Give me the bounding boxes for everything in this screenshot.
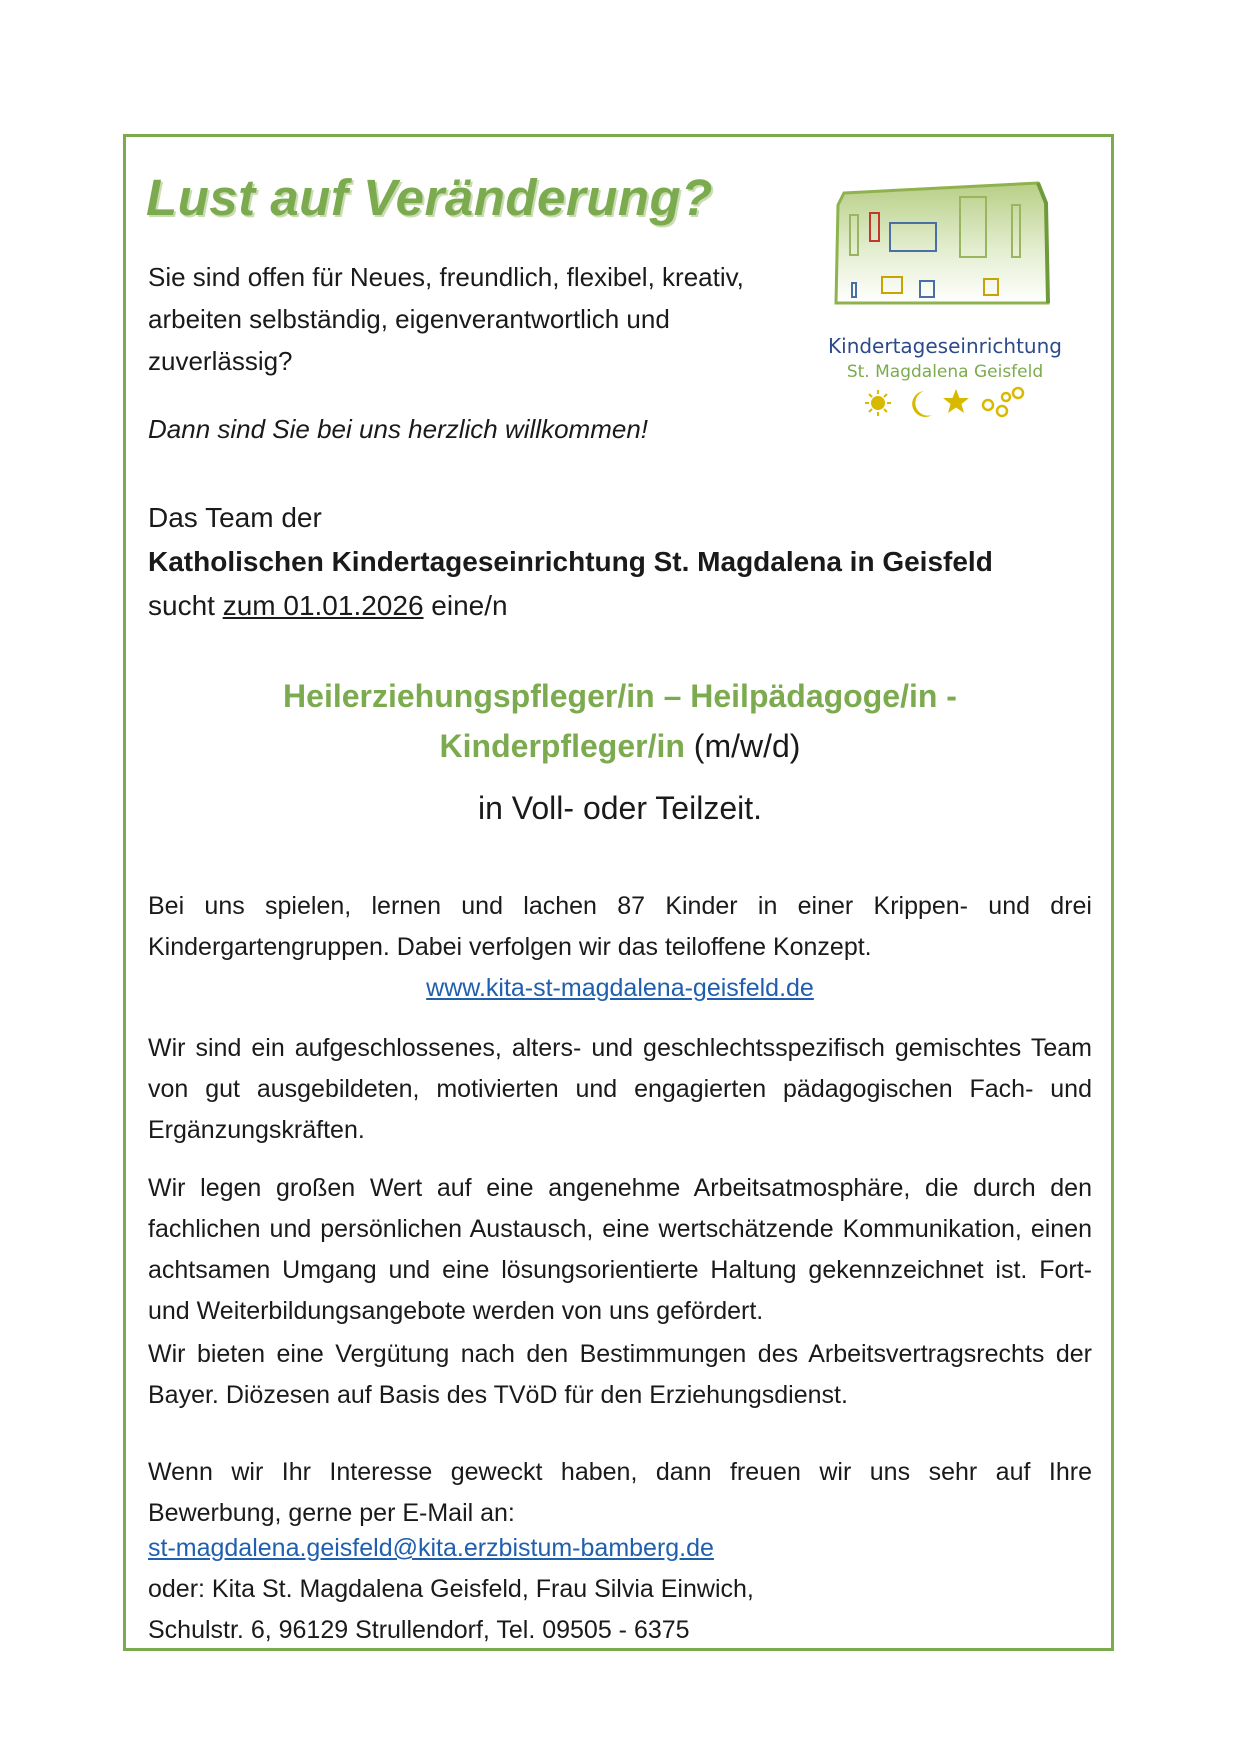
welcome-text: Dann sind Sie bei uns herzlich willkommen! <box>148 414 649 444</box>
intro-text: Sie sind offen für Neues, freundlich, flexibel, kreativ, arbeiten selbständig, eigenverantwortlich und zuverlässig? <box>148 262 744 376</box>
start-date: zum 01.01.2026 <box>222 590 424 621</box>
website-link[interactable]: www.kita-st-magdalena-geisfeld.de <box>426 974 814 1002</box>
building-icon <box>836 183 1048 303</box>
logo-line2: St. Magdalena Geisfeld <box>846 362 1044 382</box>
start-date-suffix: eine/n <box>423 590 508 621</box>
kita-logo <box>820 175 1070 420</box>
logo-line1: Kindertageseinrichtung <box>828 334 1062 358</box>
moon-icon <box>912 391 932 417</box>
sun-icon <box>865 390 891 416</box>
headline: Lust auf Veränderung? <box>146 169 713 226</box>
job-title-kinderpfleger: Kinderpfleger/in <box>439 728 685 764</box>
start-date-prefix: sucht <box>148 590 223 621</box>
star-icon <box>943 389 969 413</box>
paragraph-atmosphere: Wir legen großen Wert auf eine angenehme Arbeitsatmosphäre, die durch den fachlichen und persönlichen Austausch, eine wertschätzende Kommunikation, einen achtsamen Umgang und eine lösungsorientierte Haltung gekennzeichnet ist. Fort- und Weiterbildungsangebote werden von uns gefördert. <box>148 1174 1092 1325</box>
paragraph-salary: Wir bieten eine Vergütung nach den Bestimmungen des Arbeitsvertragsrechts der Bayer. Diözesen auf Basis des TVöD für den Erziehungsdienst. <box>148 1340 1092 1409</box>
job-title-line1: Heilerziehungspfleger/in – Heilpädagoge/in - <box>283 678 957 714</box>
job-gender: (m/w/d) <box>684 728 801 764</box>
email-link[interactable]: st-magdalena.geisfeld@kita.erzbistum-bamberg.de <box>148 1534 714 1562</box>
team-intro: Das Team der <box>148 502 322 533</box>
start-date-line <box>148 590 508 622</box>
paragraph-application: Wenn wir Ihr Interesse geweckt haben, dann freuen wir uns sehr auf Ihre Bewerbung, gerne per E-Mail an: <box>148 1458 1092 1527</box>
circles-icon <box>983 388 1023 416</box>
contact-line1: oder: Kita St. Magdalena Geisfeld, Frau Silvia Einwich, <box>148 1575 754 1603</box>
job-title-line2 <box>148 728 1092 765</box>
paragraph-children: Bei uns spielen, lernen und lachen 87 Kinder in einer Krippen- und drei Kindergartengruppen. Dabei verfolgen wir das teiloffene Konzept. <box>148 892 1092 961</box>
job-scope: in Voll- oder Teilzeit. <box>478 790 762 826</box>
institution-name: Katholischen Kindertageseinrichtung St. Magdalena in Geisfeld <box>148 546 993 577</box>
contact-line2: Schulstr. 6, 96129 Strullendorf, Tel. 09505 - 6375 <box>148 1616 690 1644</box>
paragraph-team: Wir sind ein aufgeschlossenes, alters- und geschlechtsspezifisch gemischtes Team von gut ausgebildeten, motivierten und engagierten pädagogischen Fach- und Ergänzungskräften. <box>148 1034 1092 1144</box>
